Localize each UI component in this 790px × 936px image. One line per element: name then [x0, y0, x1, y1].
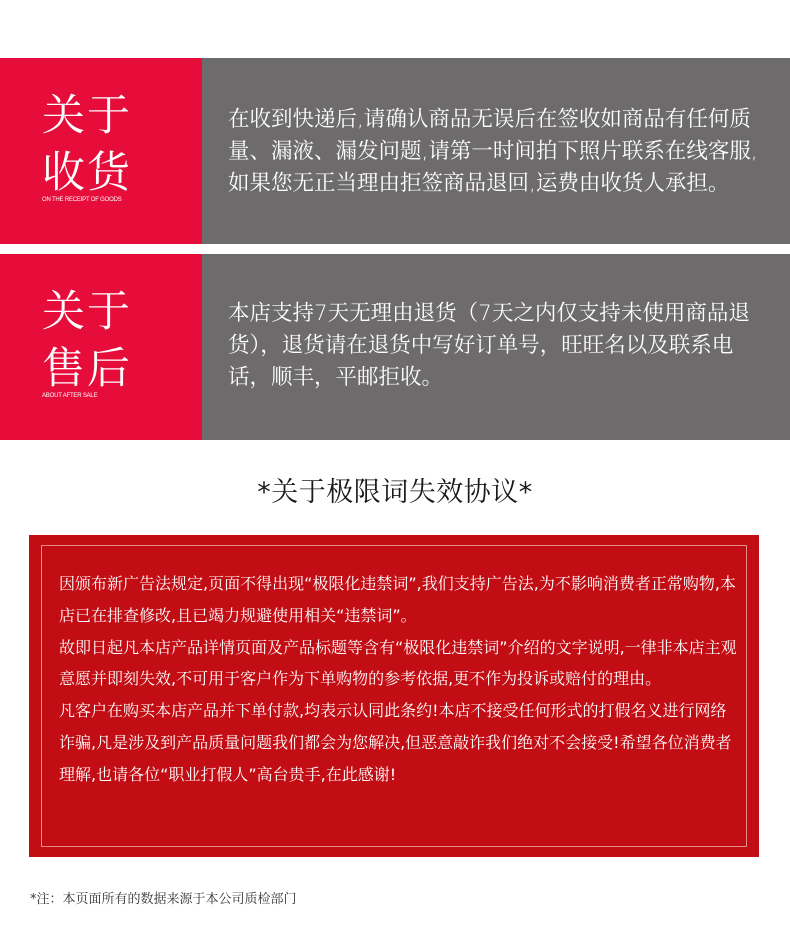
footnote: *注：本页面所有的数据来源于本公司质检部门 [30, 892, 297, 907]
notice-box [29, 535, 759, 857]
receipt-label-block [0, 58, 202, 244]
receipt-subtitle: ON THE RECEIPT OF GOODS [42, 197, 122, 203]
aftersale-text: 本店支持7天无理由退货（7天之内仅支持未使用商品退货），退货请在退货中写好订单号，旺旺名以及联系电话，顺丰，平邮拒收。 [228, 301, 750, 390]
notice-paragraph: 凡客户在购买本店产品并下单付款,均表示认同此条约!本店不接受任何形式的打假名义进行网络诈骗,凡是涉及到产品质量问题我们都会为您解决,但恶意敲诈我们绝对不会接受!希望各位消费者理解,也请各位“职业打假人”高台贵手,在此感谢! [59, 701, 732, 784]
notice-text [59, 568, 739, 791]
receipt-title-line1: 关于 [42, 91, 132, 141]
aftersale-title-line1: 关于 [42, 287, 132, 337]
receipt-section [0, 58, 790, 244]
aftersale-title-line2: 售后 [42, 344, 132, 394]
notice-paragraph: 故即日起凡本店产品详情页面及产品标题等含有“极限化违禁词”介绍的文字说明,一律非本店主观意愿并即刻失效,不可用于客户作为下单购物的参考依据,更不作为投诉或赔付的理由。 [59, 637, 737, 689]
receipt-title-line2: 收货 [42, 148, 132, 198]
receipt-text: 在收到快递后,请确认商品无误后在签收如商品有任何质量、漏液、漏发问题,请第一时间拍下照片联系在线客服,如果您无正当理由拒签商品退回,运费由收货人承担。 [228, 107, 758, 196]
aftersale-subtitle: ABOUT AFTER SALE [42, 393, 98, 399]
aftersale-section [0, 254, 790, 440]
receipt-content-block [202, 58, 790, 244]
page-headline: *关于极限词失效协议* [257, 477, 533, 508]
aftersale-label-block [0, 254, 202, 440]
aftersale-content-block [202, 254, 790, 440]
notice-paragraph: 因颁布新广告法规定,页面不得出现“极限化违禁词”,我们支持广告法,为不影响消费者正常购物,本店已在排查修改,且已竭力规避使用相关“违禁词”。 [59, 574, 736, 625]
